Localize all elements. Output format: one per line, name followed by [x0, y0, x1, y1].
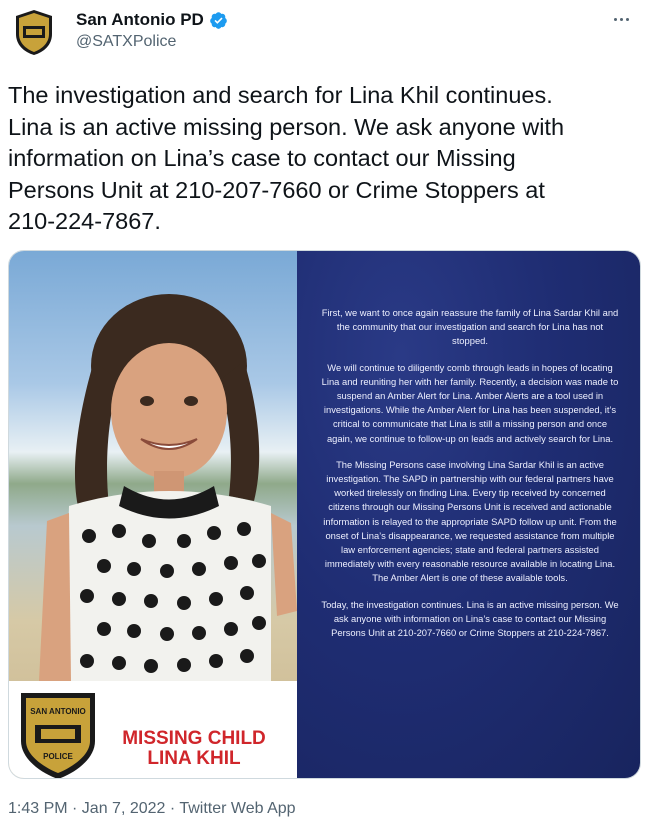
tweet-timestamp[interactable]: 1:43 PM · Jan 7, 2022 · Twitter Web App [8, 800, 296, 817]
display-name[interactable]: San Antonio PD [76, 10, 204, 29]
handle[interactable]: @SATXPolice [76, 33, 177, 50]
statement-paragraph: First, we want to once again reassure the family of Lina Sardar Khil and the community that our investigation and search for Lina has not stopped. [321, 307, 619, 347]
statement-paragraph: The Missing Persons case involving Lina Sardar Khil is an active investigation. The SAPD in partnership with our federal partners have worked tirelessly on finding Lina. Every tip received by concerned citizens through our Missing Persons Unit is received and actionable information is relayed to the appropriate SAPD follow up unit. From the onset of Lina’s disappearance, we requested assistance from multiple law enforcement agencies; state and federal partners assisted immediately with every reasonable resource available in locating Lina. The Amber Alert is one of these available tools. [323, 458, 617, 584]
statement-panel [297, 251, 641, 779]
avatar[interactable] [10, 8, 58, 56]
statement-paragraph: Today, the investigation continues. Lina is an active missing person. We ask anyone with information on Lina’s case to contact our Missing Persons Unit at 210-207-7660 or Crime Stoppers at 210-224-7867. [321, 598, 619, 639]
police-badge-icon [15, 689, 101, 779]
verified-badge-icon [209, 11, 228, 30]
tweet-header [0, 0, 650, 70]
tweet-media[interactable] [8, 250, 641, 779]
statement-paragraph: We will continue to diligently comb through leads in hopes of locating Lina and reuniting her with her family. Recently, a decision was made to suspend an Amber Alert for Lina. Amber Alerts are a tool used in investigations. While the Amber Alert for Lina has been suspended, it’s critical to communicate that Lina is still a missing person and once again, we continue to follow-up on leads and actively search for Lina. [321, 361, 619, 444]
tweet-text: The investigation and search for Lina Khil continues. Lina is an active missing person. We ask anyone with information on Lina’s case to contact our Missing Persons Unit at 210-207-7660 or Crime Stoppers at 210-224-7867. [8, 82, 565, 234]
more-options-icon[interactable] [606, 6, 636, 32]
svg-text:SAN ANTONIO: SAN ANTONIO [30, 707, 86, 716]
svg-text:POLICE: POLICE [43, 752, 73, 761]
missing-child-caption: MISSING CHILD LINA KHIL [122, 728, 266, 769]
statement-text [319, 306, 621, 652]
